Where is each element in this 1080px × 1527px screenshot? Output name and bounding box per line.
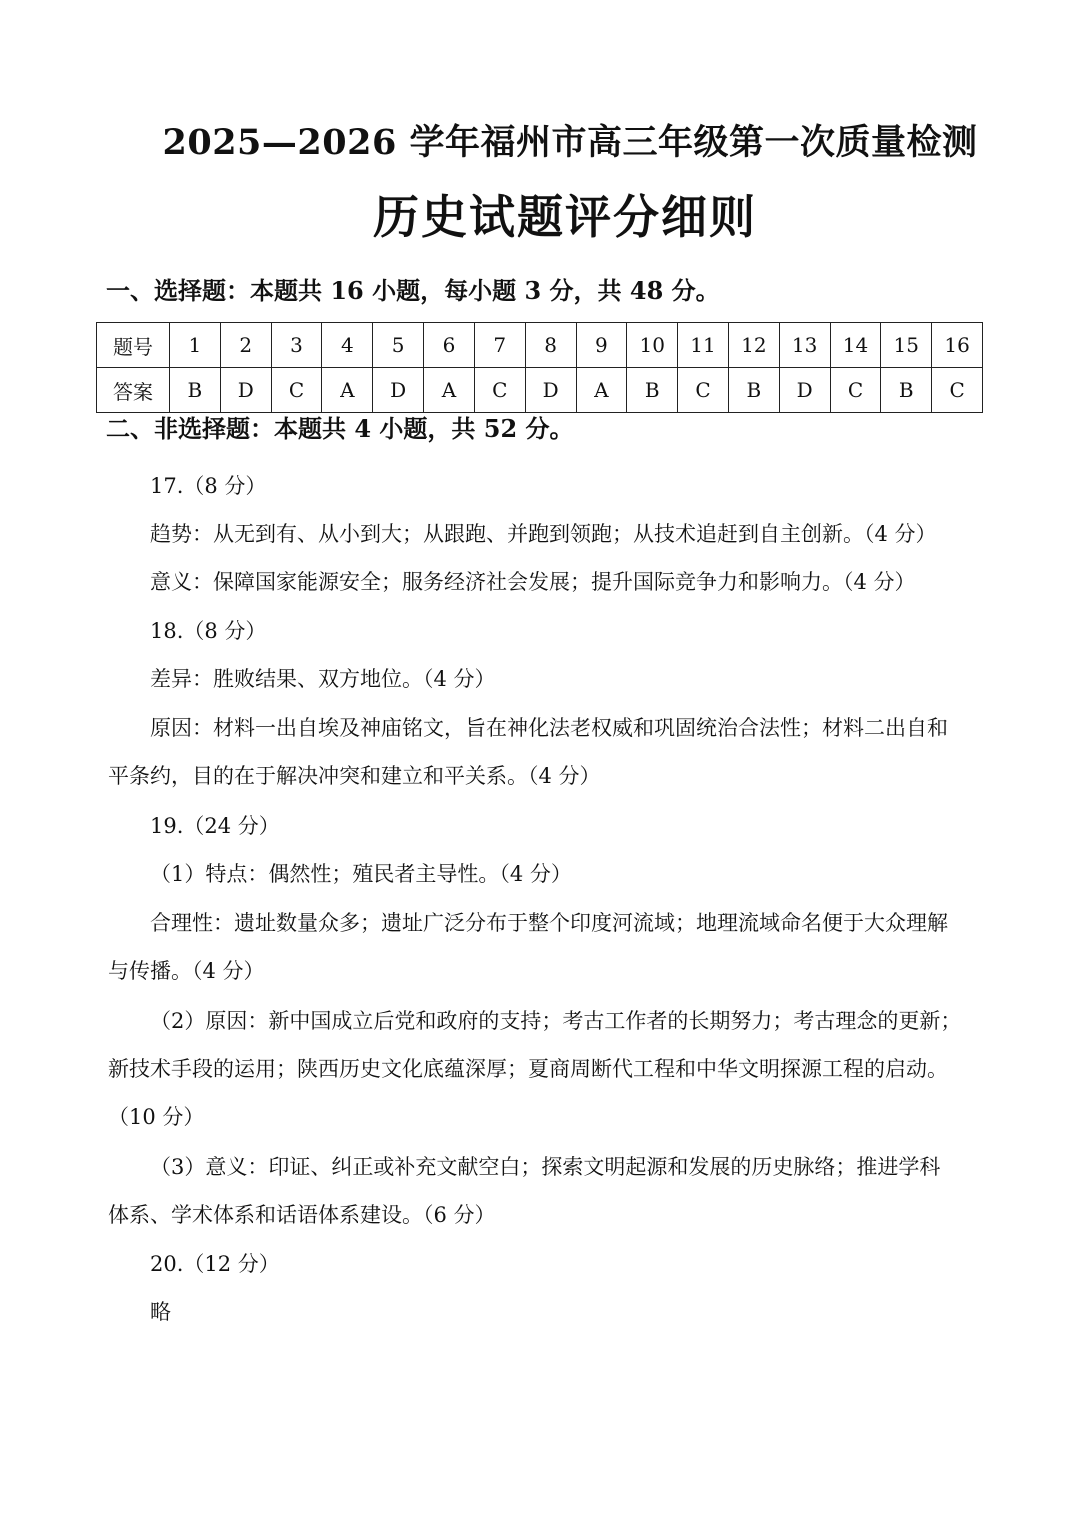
answer-line: （3）意义：印证、纠正或补充文献空白；探索文明起源和发展的历史脉络；推进学科 (150, 1155, 941, 1179)
table-cell-answer: B (728, 368, 779, 413)
answer-line: （10 分） (108, 1105, 205, 1129)
answer-line: 平条约，目的在于解决冲突和建立和平关系。（4 分） (108, 764, 601, 788)
table-cell-answer: B (627, 368, 678, 413)
answer-line: 与传播。（4 分） (108, 959, 265, 983)
section-heading-multiple-choice: 一、选择题：本题共 16 小题，每小题 3 分，共 48 分。 (106, 276, 720, 305)
table-row-label: 答案 (97, 368, 170, 413)
table-cell-number: 12 (728, 323, 779, 368)
table-cell-number: 8 (525, 323, 576, 368)
table-cell-number: 10 (627, 323, 678, 368)
table-cell-number: 16 (932, 323, 983, 368)
answer-line: （2）原因：新中国成立后党和政府的支持；考古工作者的长期努力；考古理念的更新； (150, 1009, 962, 1033)
table-cell-answer: C (830, 368, 881, 413)
table-cell-answer: C (271, 368, 322, 413)
table-cell-number: 15 (881, 323, 932, 368)
table-cell-number: 5 (373, 323, 424, 368)
document-subtitle: 历史试题评分细则 (373, 190, 757, 244)
answer-line: 合理性：遗址数量众多；遗址广泛分布于整个印度河流域；地理流域命名便于大众理解 (150, 911, 948, 935)
table-cell-number: 13 (779, 323, 830, 368)
table-cell-answer: B (881, 368, 932, 413)
answer-line: 意义：保障国家能源安全；服务经济社会发展；提升国际竞争力和影响力。（4 分） (150, 570, 916, 594)
table-cell-answer: D (525, 368, 576, 413)
table-cell-answer: D (779, 368, 830, 413)
table-cell-answer: A (576, 368, 627, 413)
table-cell-answer: A (424, 368, 475, 413)
table-cell-answer: C (678, 368, 729, 413)
question-20-header: 20.（12 分） (150, 1252, 280, 1276)
table-row-label: 题号 (97, 323, 170, 368)
answer-line: 原因：材料一出自埃及神庙铭文，旨在神化法老权威和巩固统治合法性；材料二出自和 (150, 716, 948, 740)
table-row-numbers (97, 323, 983, 368)
answer-line: 略 (150, 1300, 171, 1324)
answer-line: 趋势：从无到有、从小到大；从跟跑、并跑到领跑；从技术追赶到自主创新。（4 分） (150, 522, 937, 546)
document-title: 2025—2026 学年福州市高三年级第一次质量检测 (162, 122, 978, 163)
table-cell-answer: D (220, 368, 271, 413)
table-cell-number: 6 (424, 323, 475, 368)
table-row-answers (97, 368, 983, 413)
question-17-header: 17.（8 分） (150, 474, 267, 498)
question-19-header: 19.（24 分） (150, 814, 280, 838)
table-cell-answer: C (932, 368, 983, 413)
table-cell-answer: B (170, 368, 221, 413)
answer-line: （1）特点：偶然性；殖民者主导性。（4 分） (150, 862, 572, 886)
table-cell-answer: A (322, 368, 373, 413)
section-heading-free-response: 二、非选择题：本题共 4 小题，共 52 分。 (106, 414, 574, 443)
table-cell-answer: D (373, 368, 424, 413)
table-cell-number: 3 (271, 323, 322, 368)
question-18-header: 18.（8 分） (150, 619, 267, 643)
answer-line: 体系、学术体系和话语体系建设。（6 分） (108, 1203, 496, 1227)
answer-line: 差异：胜败结果、双方地位。（4 分） (150, 667, 496, 691)
table-cell-answer: C (474, 368, 525, 413)
answer-table (96, 322, 983, 413)
table-cell-number: 9 (576, 323, 627, 368)
answer-line: 新技术手段的运用；陕西历史文化底蕴深厚；夏商周断代工程和中华文明探源工程的启动。 (108, 1057, 948, 1081)
table-cell-number: 11 (678, 323, 729, 368)
table-cell-number: 14 (830, 323, 881, 368)
table-cell-number: 2 (220, 323, 271, 368)
table-cell-number: 7 (474, 323, 525, 368)
table-cell-number: 4 (322, 323, 373, 368)
table-cell-number: 1 (170, 323, 221, 368)
